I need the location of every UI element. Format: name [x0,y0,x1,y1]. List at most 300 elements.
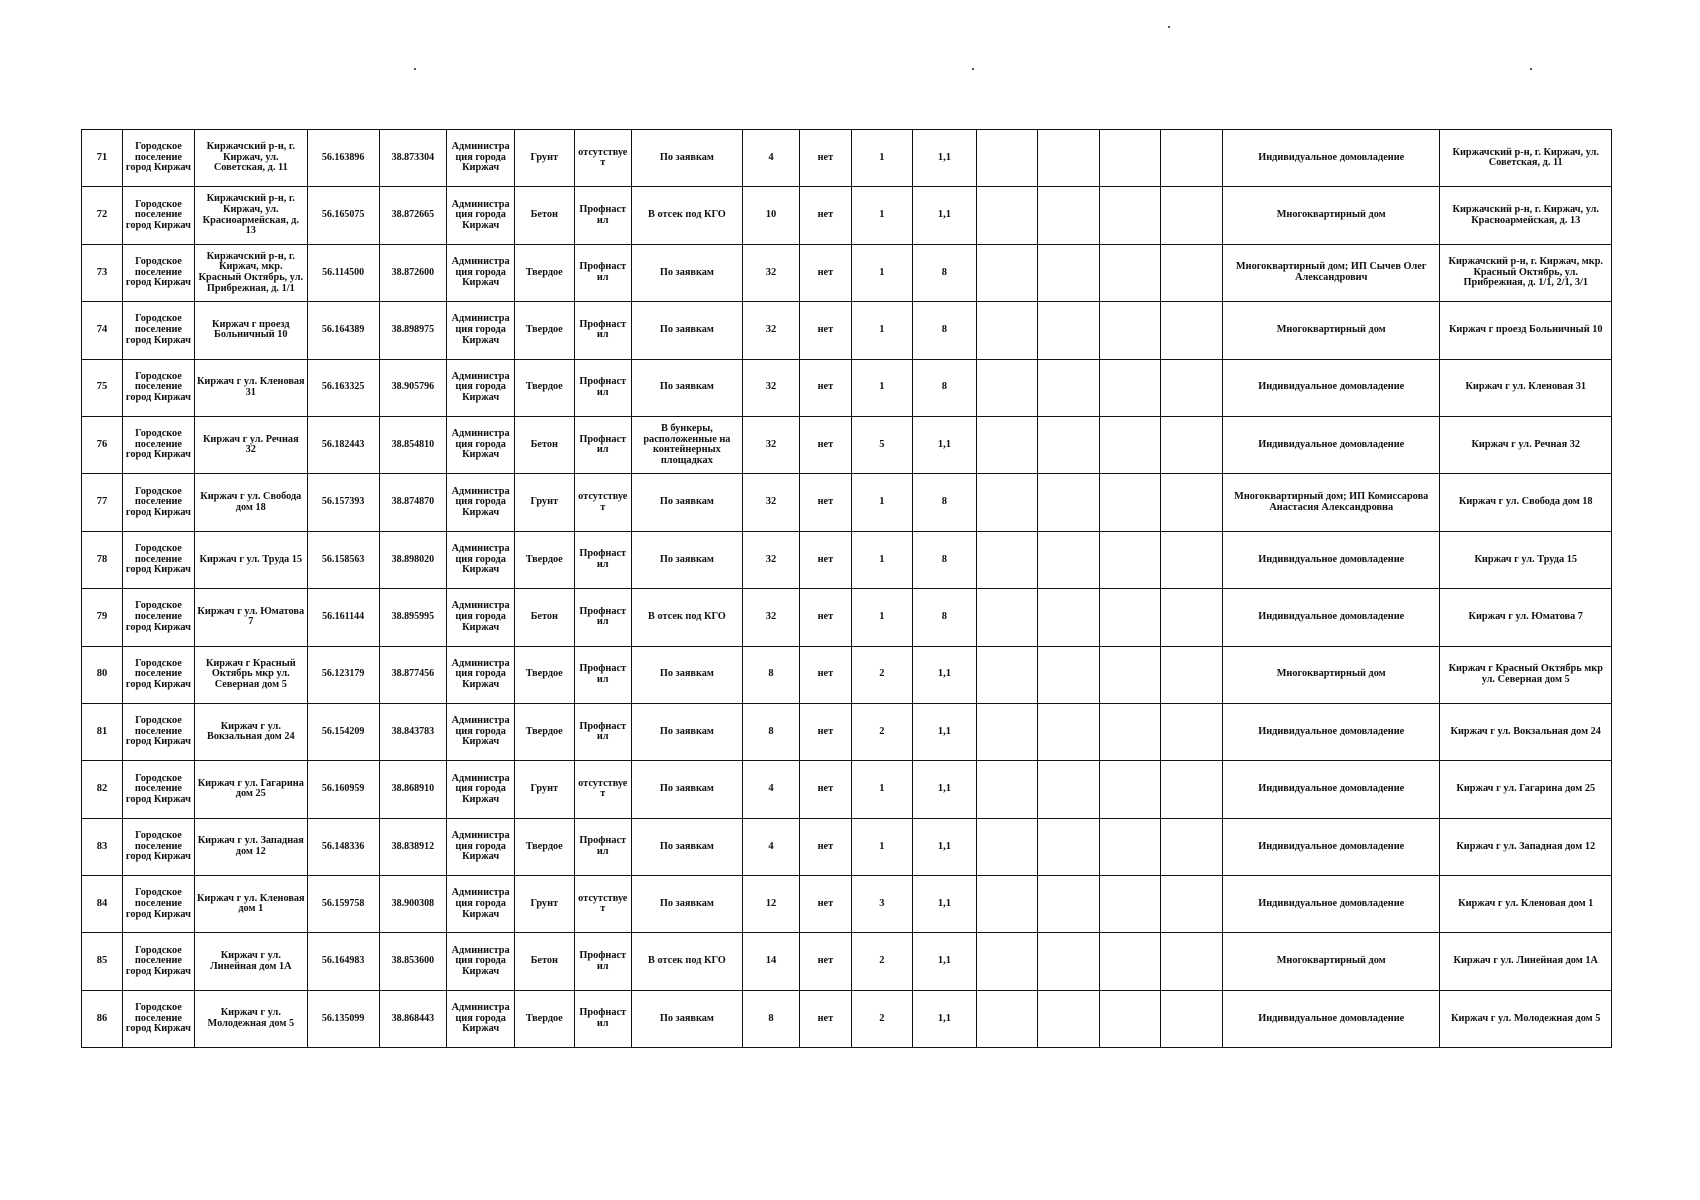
surface-cell: Твердое [515,818,575,875]
fence-cell: Профнастил [574,990,631,1047]
empty-cell [1099,990,1161,1047]
empty-cell [976,130,1038,187]
empty-cell [1099,130,1161,187]
containers-cell: 1 [851,818,913,875]
latitude-cell: 56.135099 [307,990,379,1047]
volume-cell: 1,1 [913,990,977,1047]
longitude-cell: 38.868910 [379,761,447,818]
fence-cell: Профнастил [574,703,631,760]
area-cell: 8 [742,646,799,703]
table-row [82,589,1612,646]
fence-cell: отсутствует [574,130,631,187]
longitude-cell: 38.877456 [379,646,447,703]
latitude-cell: 56.159758 [307,876,379,933]
source-cell: Киржач г ул. Речная 32 [1440,416,1612,473]
empty-cell [1161,531,1223,588]
empty-cell [976,531,1038,588]
containers-cell: 1 [851,359,913,416]
area-cell: 32 [742,474,799,531]
users-cell: Индивидуальное домовладение [1222,359,1440,416]
fence-cell: Профнастил [574,302,631,359]
empty-cell [1099,818,1161,875]
source-cell: Киржач г ул. Труда 15 [1440,531,1612,588]
empty-cell [976,761,1038,818]
owner-cell: Администрация города Киржач [447,244,515,301]
owner-cell: Администрация города Киржач [447,703,515,760]
cover-cell: нет [800,244,851,301]
empty-cell [1161,130,1223,187]
surface-cell: Твердое [515,359,575,416]
empty-cell [976,474,1038,531]
owner-cell: Администрация города Киржач [447,589,515,646]
volume-cell: 8 [913,302,977,359]
longitude-cell: 38.868443 [379,990,447,1047]
users-cell: Многоквартирный дом [1222,187,1440,244]
longitude-cell: 38.874870 [379,474,447,531]
empty-cell [1038,302,1100,359]
surface-cell: Бетон [515,589,575,646]
empty-cell [976,359,1038,416]
containers-cell: 2 [851,990,913,1047]
address-cell: Киржач г ул. Кленовая дом 1 [194,876,307,933]
source-cell: Киржачский р-н, г. Киржач, ул. Красноармейская, д. 13 [1440,187,1612,244]
row-number: 86 [82,990,123,1047]
row-number: 75 [82,359,123,416]
removal-cell: По заявкам [631,646,742,703]
empty-cell [1099,416,1161,473]
owner-cell: Администрация города Киржач [447,531,515,588]
latitude-cell: 56.163896 [307,130,379,187]
area-cell: 32 [742,416,799,473]
users-cell: Многоквартирный дом; ИП Сычев Олег Александрович [1222,244,1440,301]
empty-cell [1161,761,1223,818]
empty-cell [976,646,1038,703]
settlement-cell: Городское поселение город Киржач [123,761,195,818]
area-cell: 4 [742,761,799,818]
table-row [82,876,1612,933]
empty-cell [1161,933,1223,990]
table-row [82,187,1612,244]
owner-cell: Администрация города Киржач [447,474,515,531]
cover-cell: нет [800,933,851,990]
latitude-cell: 56.182443 [307,416,379,473]
volume-cell: 8 [913,531,977,588]
users-cell: Многоквартирный дом; ИП Комиссарова Анастасия Александровна [1222,474,1440,531]
address-cell: Киржач г ул. Вокзальная дом 24 [194,703,307,760]
owner-cell: Администрация города Киржач [447,876,515,933]
users-cell: Индивидуальное домовладение [1222,130,1440,187]
empty-cell [1099,531,1161,588]
row-number: 85 [82,933,123,990]
settlement-cell: Городское поселение город Киржач [123,990,195,1047]
volume-cell: 8 [913,474,977,531]
table-row [82,703,1612,760]
empty-cell [976,589,1038,646]
surface-cell: Твердое [515,302,575,359]
cover-cell: нет [800,302,851,359]
volume-cell: 8 [913,359,977,416]
removal-cell: По заявкам [631,359,742,416]
longitude-cell: 38.905796 [379,359,447,416]
row-number: 80 [82,646,123,703]
containers-cell: 2 [851,703,913,760]
removal-cell: По заявкам [631,703,742,760]
fence-cell: Профнастил [574,359,631,416]
empty-cell [1161,359,1223,416]
surface-cell: Бетон [515,933,575,990]
empty-cell [1038,589,1100,646]
users-cell: Индивидуальное домовладение [1222,990,1440,1047]
removal-cell: По заявкам [631,990,742,1047]
area-cell: 14 [742,933,799,990]
users-cell: Индивидуальное домовладение [1222,876,1440,933]
users-cell: Многоквартирный дом [1222,933,1440,990]
scan-speck [972,68,974,70]
removal-cell: В бункеры, расположенные на контейнерных площадках [631,416,742,473]
address-cell: Киржач г ул. Кленовая 31 [194,359,307,416]
longitude-cell: 38.898975 [379,302,447,359]
fence-cell: отсутствует [574,876,631,933]
volume-cell: 1,1 [913,187,977,244]
source-cell: Киржач г Красный Октябрь мкр ул. Северная дом 5 [1440,646,1612,703]
cover-cell: нет [800,416,851,473]
address-cell: Киржач г ул. Линейная дом 1А [194,933,307,990]
scan-speck [1530,68,1532,70]
containers-cell: 2 [851,646,913,703]
source-cell: Киржач г ул. Свобода дом 18 [1440,474,1612,531]
settlement-cell: Городское поселение город Киржач [123,933,195,990]
surface-cell: Твердое [515,990,575,1047]
table-row [82,302,1612,359]
fence-cell: Профнастил [574,646,631,703]
containers-cell: 1 [851,761,913,818]
surface-cell: Твердое [515,646,575,703]
containers-cell: 5 [851,416,913,473]
cover-cell: нет [800,474,851,531]
users-cell: Индивидуальное домовладение [1222,703,1440,760]
scan-speck [414,68,416,70]
empty-cell [1099,761,1161,818]
source-cell: Киржачский р-н, г. Киржач, ул. Советская, д. 11 [1440,130,1612,187]
fence-cell: Профнастил [574,416,631,473]
surface-cell: Бетон [515,187,575,244]
address-cell: Киржач г ул. Свобода дом 18 [194,474,307,531]
cover-cell: нет [800,589,851,646]
containers-cell: 1 [851,302,913,359]
cover-cell: нет [800,646,851,703]
settlement-cell: Городское поселение город Киржач [123,703,195,760]
removal-cell: В отсек под КГО [631,933,742,990]
address-cell: Киржач г ул. Труда 15 [194,531,307,588]
users-cell: Индивидуальное домовладение [1222,416,1440,473]
row-number: 72 [82,187,123,244]
settlement-cell: Городское поселение город Киржач [123,130,195,187]
address-cell: Киржачский р-н, г. Киржач, ул. Красноармейская, д. 13 [194,187,307,244]
cover-cell: нет [800,990,851,1047]
removal-cell: В отсек под КГО [631,589,742,646]
volume-cell: 1,1 [913,416,977,473]
source-cell: Киржач г ул. Молодежная дом 5 [1440,990,1612,1047]
source-cell: Киржач г ул. Гагарина дом 25 [1440,761,1612,818]
latitude-cell: 56.164389 [307,302,379,359]
empty-cell [1099,589,1161,646]
settlement-cell: Городское поселение город Киржач [123,302,195,359]
empty-cell [976,876,1038,933]
empty-cell [976,187,1038,244]
owner-cell: Администрация города Киржач [447,130,515,187]
fence-cell: Профнастил [574,933,631,990]
table-row [82,990,1612,1047]
area-cell: 8 [742,990,799,1047]
cover-cell: нет [800,359,851,416]
users-cell: Индивидуальное домовладение [1222,589,1440,646]
removal-cell: По заявкам [631,474,742,531]
owner-cell: Администрация города Киржач [447,818,515,875]
longitude-cell: 38.853600 [379,933,447,990]
empty-cell [1161,589,1223,646]
empty-cell [1099,933,1161,990]
address-cell: Киржач г ул. Речная 32 [194,416,307,473]
settlement-cell: Городское поселение город Киржач [123,589,195,646]
empty-cell [1038,818,1100,875]
area-cell: 32 [742,531,799,588]
empty-cell [1038,703,1100,760]
fence-cell: Профнастил [574,531,631,588]
registry-table [81,129,1612,1048]
empty-cell [976,416,1038,473]
area-cell: 10 [742,187,799,244]
source-cell: Киржач г ул. Кленовая 31 [1440,359,1612,416]
row-number: 74 [82,302,123,359]
table-row [82,531,1612,588]
owner-cell: Администрация города Киржач [447,302,515,359]
volume-cell: 1,1 [913,761,977,818]
surface-cell: Твердое [515,244,575,301]
address-cell: Киржач г ул. Западная дом 12 [194,818,307,875]
empty-cell [976,703,1038,760]
empty-cell [1099,474,1161,531]
empty-cell [1038,187,1100,244]
latitude-cell: 56.154209 [307,703,379,760]
empty-cell [1038,359,1100,416]
area-cell: 4 [742,818,799,875]
address-cell: Киржач г Красный Октябрь мкр ул. Северная дом 5 [194,646,307,703]
fence-cell: Профнастил [574,589,631,646]
empty-cell [1161,244,1223,301]
containers-cell: 1 [851,589,913,646]
longitude-cell: 38.900308 [379,876,447,933]
containers-cell: 1 [851,244,913,301]
cover-cell: нет [800,703,851,760]
removal-cell: По заявкам [631,531,742,588]
fence-cell: Профнастил [574,818,631,875]
empty-cell [1161,187,1223,244]
empty-cell [1038,531,1100,588]
empty-cell [1099,703,1161,760]
empty-cell [976,818,1038,875]
volume-cell: 8 [913,589,977,646]
table-row [82,818,1612,875]
area-cell: 32 [742,589,799,646]
owner-cell: Администрация города Киржач [447,933,515,990]
removal-cell: По заявкам [631,761,742,818]
longitude-cell: 38.898020 [379,531,447,588]
removal-cell: По заявкам [631,818,742,875]
users-cell: Многоквартирный дом [1222,302,1440,359]
latitude-cell: 56.158563 [307,531,379,588]
longitude-cell: 38.838912 [379,818,447,875]
table-row [82,416,1612,473]
latitude-cell: 56.165075 [307,187,379,244]
users-cell: Индивидуальное домовладение [1222,818,1440,875]
address-cell: Киржач г ул. Гагарина дом 25 [194,761,307,818]
address-cell: Киржач г ул. Юматова 7 [194,589,307,646]
containers-cell: 2 [851,933,913,990]
row-number: 79 [82,589,123,646]
table-body [82,130,1612,1048]
row-number: 71 [82,130,123,187]
table-row [82,359,1612,416]
empty-cell [1099,359,1161,416]
longitude-cell: 38.872600 [379,244,447,301]
containers-cell: 3 [851,876,913,933]
latitude-cell: 56.163325 [307,359,379,416]
empty-cell [976,244,1038,301]
row-number: 81 [82,703,123,760]
settlement-cell: Городское поселение город Киржач [123,876,195,933]
table-row [82,933,1612,990]
fence-cell: Профнастил [574,187,631,244]
empty-cell [1161,990,1223,1047]
table-row [82,244,1612,301]
surface-cell: Твердое [515,703,575,760]
users-cell: Многоквартирный дом [1222,646,1440,703]
empty-cell [1038,244,1100,301]
row-number: 76 [82,416,123,473]
surface-cell: Грунт [515,876,575,933]
empty-cell [1161,416,1223,473]
area-cell: 32 [742,359,799,416]
containers-cell: 1 [851,531,913,588]
row-number: 84 [82,876,123,933]
empty-cell [1038,876,1100,933]
area-cell: 32 [742,302,799,359]
volume-cell: 1,1 [913,130,977,187]
source-cell: Киржач г ул. Вокзальная дом 24 [1440,703,1612,760]
settlement-cell: Городское поселение город Киржач [123,416,195,473]
volume-cell: 1,1 [913,646,977,703]
empty-cell [1161,474,1223,531]
containers-cell: 1 [851,130,913,187]
removal-cell: По заявкам [631,302,742,359]
address-cell: Киржачский р-н, г. Киржач, мкр. Красный Октябрь, ул. Прибрежная, д. 1/1 [194,244,307,301]
settlement-cell: Городское поселение город Киржач [123,474,195,531]
users-cell: Индивидуальное домовладение [1222,531,1440,588]
cover-cell: нет [800,187,851,244]
empty-cell [1038,990,1100,1047]
scan-speck [1168,26,1170,28]
settlement-cell: Городское поселение город Киржач [123,359,195,416]
empty-cell [1161,818,1223,875]
source-cell: Киржач г ул. Юматова 7 [1440,589,1612,646]
source-cell: Киржач г ул. Линейная дом 1А [1440,933,1612,990]
area-cell: 12 [742,876,799,933]
longitude-cell: 38.854810 [379,416,447,473]
owner-cell: Администрация города Киржач [447,761,515,818]
owner-cell: Администрация города Киржач [447,187,515,244]
cover-cell: нет [800,818,851,875]
users-cell: Индивидуальное домовладение [1222,761,1440,818]
empty-cell [1099,302,1161,359]
longitude-cell: 38.873304 [379,130,447,187]
removal-cell: В отсек под КГО [631,187,742,244]
volume-cell: 1,1 [913,933,977,990]
latitude-cell: 56.148336 [307,818,379,875]
volume-cell: 8 [913,244,977,301]
source-cell: Киржач г проезд Больничный 10 [1440,302,1612,359]
fence-cell: Профнастил [574,244,631,301]
empty-cell [1038,933,1100,990]
empty-cell [1161,646,1223,703]
longitude-cell: 38.895995 [379,589,447,646]
owner-cell: Администрация города Киржач [447,646,515,703]
empty-cell [1099,876,1161,933]
removal-cell: По заявкам [631,876,742,933]
empty-cell [976,302,1038,359]
empty-cell [1038,474,1100,531]
fence-cell: отсутствует [574,474,631,531]
longitude-cell: 38.872665 [379,187,447,244]
row-number: 82 [82,761,123,818]
containers-cell: 1 [851,187,913,244]
table-row [82,646,1612,703]
table-row [82,130,1612,187]
row-number: 73 [82,244,123,301]
latitude-cell: 56.160959 [307,761,379,818]
cover-cell: нет [800,761,851,818]
area-cell: 32 [742,244,799,301]
row-number: 78 [82,531,123,588]
area-cell: 8 [742,703,799,760]
address-cell: Киржач г проезд Больничный 10 [194,302,307,359]
cover-cell: нет [800,876,851,933]
owner-cell: Администрация города Киржач [447,359,515,416]
settlement-cell: Городское поселение город Киржач [123,646,195,703]
empty-cell [1038,130,1100,187]
longitude-cell: 38.843783 [379,703,447,760]
table-row [82,474,1612,531]
address-cell: Киржачский р-н, г. Киржач, ул. Советская, д. 11 [194,130,307,187]
empty-cell [1038,416,1100,473]
cover-cell: нет [800,130,851,187]
source-cell: Киржач г ул. Кленовая дом 1 [1440,876,1612,933]
empty-cell [1161,703,1223,760]
source-cell: Киржачский р-н, г. Киржач, мкр. Красный Октябрь, ул. Прибрежная, д. 1/1, 2/1, 3/1 [1440,244,1612,301]
volume-cell: 1,1 [913,818,977,875]
latitude-cell: 56.164983 [307,933,379,990]
empty-cell [1099,187,1161,244]
latitude-cell: 56.161144 [307,589,379,646]
containers-cell: 1 [851,474,913,531]
owner-cell: Администрация города Киржач [447,990,515,1047]
empty-cell [1099,244,1161,301]
empty-cell [1161,302,1223,359]
table-row [82,761,1612,818]
owner-cell: Администрация города Киржач [447,416,515,473]
surface-cell: Твердое [515,531,575,588]
surface-cell: Бетон [515,416,575,473]
latitude-cell: 56.114500 [307,244,379,301]
